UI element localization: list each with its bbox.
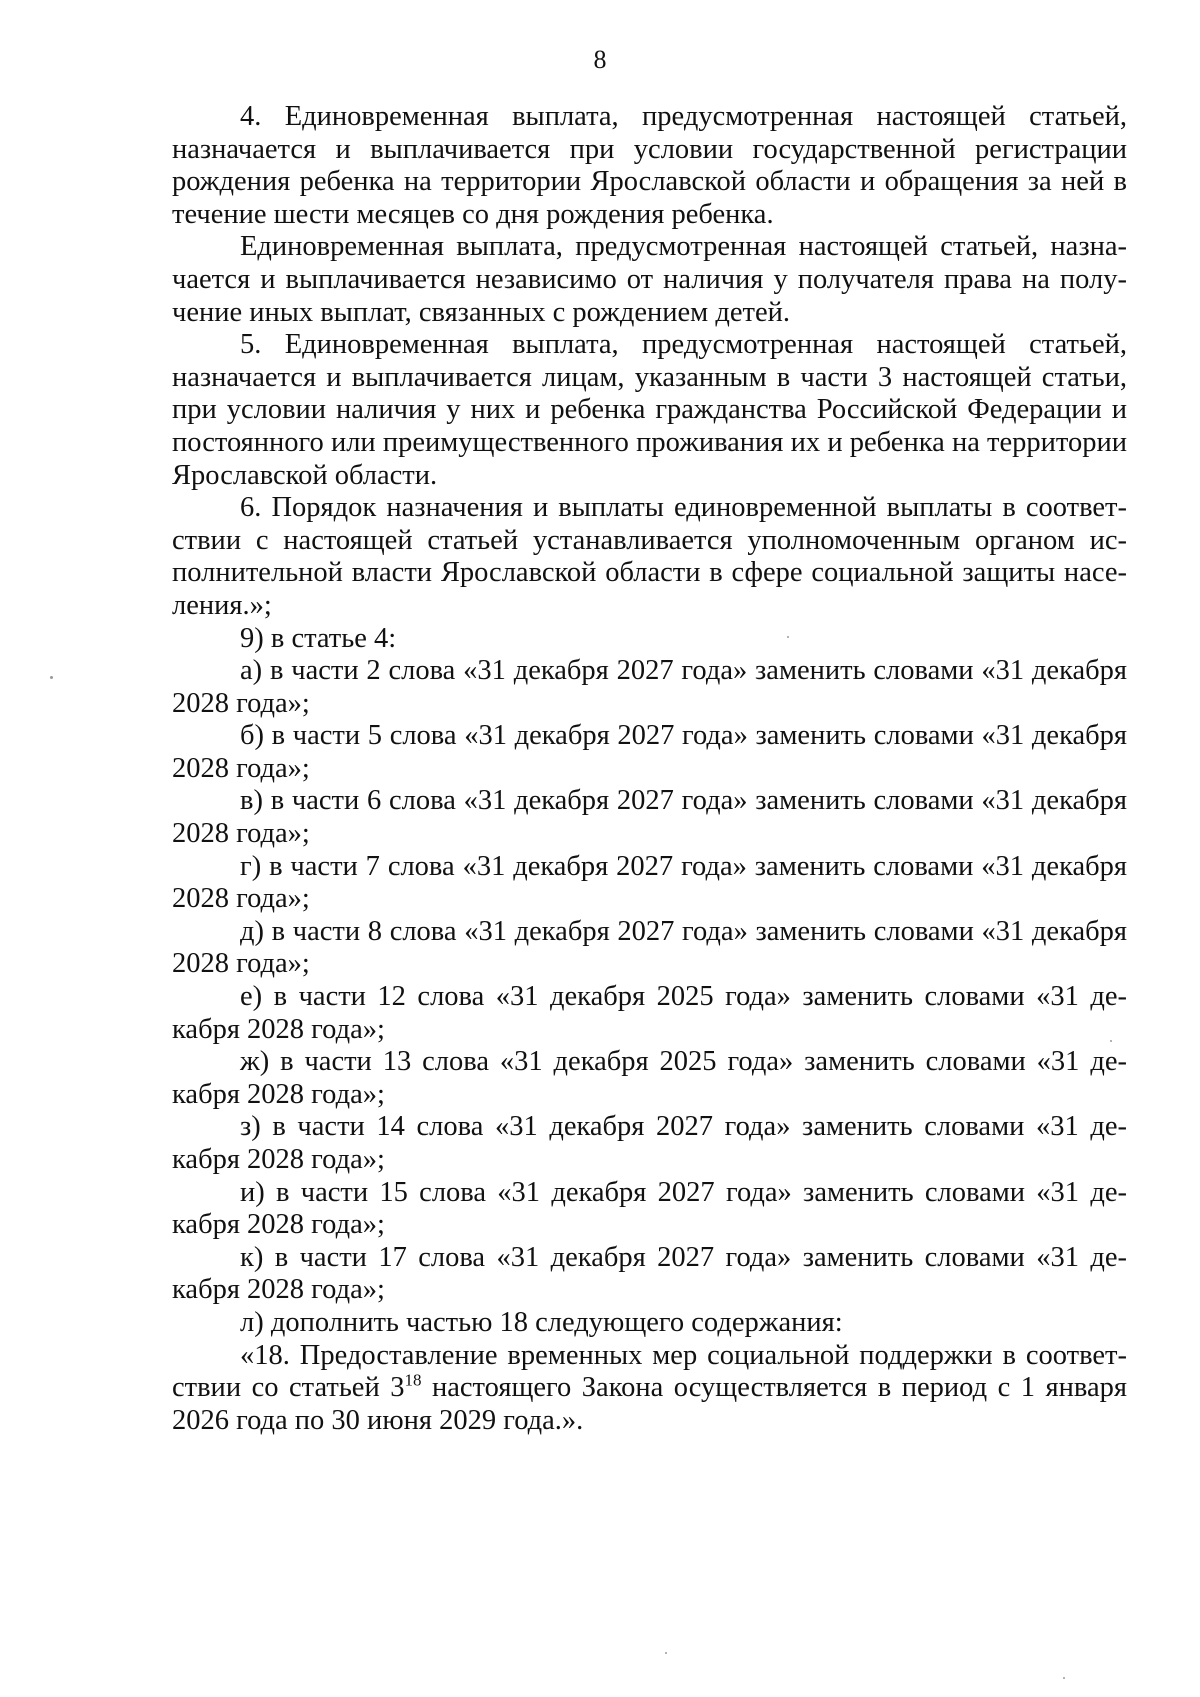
- paragraph-4-continued: Единовременная выплата, предусмотренная настоящей статьей, назначается и выплачивается независимо от наличия у получателя права на получение иных выплат, связанных с рождением детей.: [172, 231, 1127, 328]
- subitem-i: и) в части 15 слова «31 декабря 2027 года» заменить словами «31 декабря 2028 года»;: [172, 1176, 1127, 1241]
- article-superscript: 18: [404, 1370, 422, 1390]
- subitem-b: б) в части 5 слова «31 декабря 2027 года» заменить словами «31 декабря 2028 года»;: [172, 720, 1127, 784]
- paragraph-4: 4. Единовременная выплата, предусмотренная настоящей статьей, назначается и выплачивается при условии государственной регистрации рождения ребенка на территории Ярославской области и обращения за ней в течение шести месяцев со дня рождения ребенка.: [172, 101, 1127, 230]
- subitem-e: е) в части 12 слова «31 декабря 2025 года» заменить словами «31 декабря 2028 года»;: [172, 981, 1127, 1045]
- subitem-v: в) в части 6 слова «31 декабря 2027 года» заменить словами «31 декабря 2028 года»;: [172, 785, 1127, 850]
- subitem-z: з) в части 14 слова «31 декабря 2027 года» заменить словами «31 декабря 2028 года»;: [172, 1111, 1127, 1175]
- quoted-part-18: [172, 1340, 1127, 1438]
- paragraph-5: 5. Единовременная выплата, предусмотренная настоящей статьей, назначается и выплачивается лицам, указанным в части 3 настоящей статьи, при условии наличия у них и ребенка гражданства Российской Федерации и постоянного или преимущественного проживания их и ребенка на территории Ярославской области.: [172, 329, 1127, 491]
- paragraph-6: 6. Порядок назначения и выплаты единовременной выплаты в соответствии с настоящей статьей устанавливается уполномоченным органом исполнительной власти Ярославской области в сфере социальной защиты населения.»;: [172, 492, 1127, 621]
- subitem-a: а) в части 2 слова «31 декабря 2027 года» заменить словами «31 декабря 2028 года»;: [172, 655, 1127, 719]
- subitem-k: к) в части 17 слова «31 декабря 2027 года» заменить словами «31 декабря 2028 года»;: [172, 1241, 1127, 1306]
- subitem-zh: ж) в части 13 слова «31 декабря 2025 года» заменить словами «31 декабря 2028 года»;: [172, 1046, 1127, 1110]
- subitem-l: л) дополнить частью 18 следующего содержания:: [240, 1306, 843, 1338]
- subitem-d: д) в части 8 слова «31 декабря 2027 года» заменить словами «31 декабря 2028 года»;: [172, 915, 1127, 980]
- scan-speck: [665, 1652, 667, 1654]
- scan-speck: [787, 636, 789, 638]
- quoted-part-18-text-end: настоящего Закона осуществляется в период с 1 января 2026 года по 30 июня 2029 года.».: [172, 1372, 1128, 1436]
- scan-speck: [1063, 1677, 1065, 1679]
- subitem-g: г) в части 7 слова «31 декабря 2027 года» заменить словами «31 декабря 2028 года»;: [172, 850, 1127, 915]
- scan-speck: [50, 676, 53, 679]
- document-body: [172, 101, 1127, 1437]
- quoted-part-18-text-start: «18. Предоставление временных мер социальной поддержки в соответствии со статьей 3: [172, 1339, 1127, 1404]
- scan-speck: [1110, 1040, 1112, 1042]
- item-9-heading: 9) в статье 4:: [240, 622, 397, 654]
- page-number: 8: [593, 45, 607, 74]
